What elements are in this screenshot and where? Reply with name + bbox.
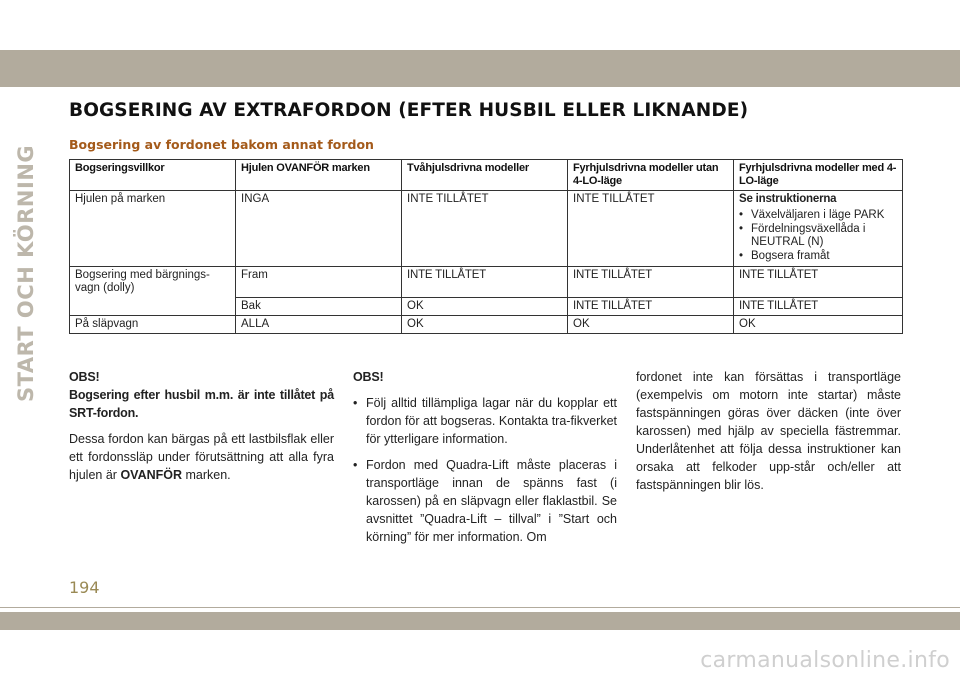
list-item: • Fordon med Quadra-Lift måste placeras i transportläge innan de spänns fast (i karossen) på en släpvagn eller flaklastbil. Se avsnittet ”Quadra-Lift – tillval” i ”Start och körning” för mer information. Om [353,456,617,546]
text-column-2 [353,368,617,554]
cell-condition: Bogsering med bärgnings-vagn (dolly) [70,267,236,298]
cell-two-wd: INTE TILLÅTET [402,191,568,267]
body-paragraph: fordonet inte kan försättas i transportläge (exempelvis om motorn inte startar) måste fastspänningen göras över däcken (inte över karossen) med hjälp av speciella fästremmar. Underlåtenhet att följa dessa instruktioner kan orsaka att felkoder upp-står och/eller att fastspänningen blir lös. [636,370,901,492]
cell-two-wd: OK [402,315,568,333]
cell-wheels: ALLA [236,315,402,333]
cell-four-wd-no-lo: INTE TILLÅTET [568,191,734,267]
list-item: • Växelväljaren i läge PARK [739,209,897,222]
cell-four-wd-lo: INTE TILLÅTET [734,297,903,315]
chapter-side-label: START OCH KÖRNING [14,144,38,402]
note-heading: OBS! [353,370,384,384]
header-wheels-off-ground: Hjulen OVANFÖR marken [236,160,402,191]
cell-wheels: Fram [236,267,402,298]
emphasis-text: OVANFÖR [120,468,183,482]
note-heading: OBS! [69,370,100,384]
footer-rule [0,607,960,608]
instructions-list [739,209,897,263]
cell-two-wd: INTE TILLÅTET [402,267,568,298]
cell-four-wd-lo: OK [734,315,903,333]
list-item: • Följ alltid tillämpliga lagar när du kopplar ett fordon för att bogseras. Kontakta tra-fikverket för ytterligare information. [353,394,617,448]
header-band [0,50,960,87]
note-srt-warning: Bogsering efter husbil m.m. är inte tillåtet på SRT-fordon. [69,388,334,420]
cell-wheels: INGA [236,191,402,267]
cell-two-wd: OK [402,297,568,315]
cell-four-wd-lo [734,191,903,267]
text-column-3 [636,368,901,502]
table-row [70,297,903,315]
cell-wheels: Bak [236,297,402,315]
body-paragraph [69,430,334,484]
watermark: carmanualsonline.info [700,648,950,673]
instructions-title: Se instruktionerna [739,193,837,205]
page-title: BOGSERING AV EXTRAFORDON (EFTER HUSBIL ELLER LIKNANDE) [69,100,749,121]
cell-four-wd-lo: INTE TILLÅTET [734,267,903,298]
section-title: Bogsering av fordonet bakom annat fordon [69,137,374,152]
towing-table [69,159,903,334]
table-row [70,267,903,298]
note-list [353,394,617,546]
list-item: • Bogsera framåt [739,250,897,263]
table-header-row [70,160,903,191]
header-two-wd: Tvåhjulsdrivna modeller [402,160,568,191]
header-four-wd-no-lo: Fyrhjulsdrivna modeller utan 4-LO-läge [568,160,734,191]
list-item: • Fördelningsväxellåda i NEUTRAL (N) [739,223,897,249]
cell-four-wd-no-lo: OK [568,315,734,333]
top-margin [0,0,960,50]
cell-condition: På släpvagn [70,315,236,333]
header-towing-condition: Bogseringsvillkor [70,160,236,191]
cell-four-wd-no-lo: INTE TILLÅTET [568,297,734,315]
paragraph-text-end: marken. [185,468,231,482]
text-column-1 [69,368,334,492]
cell-condition-continued [70,297,236,315]
table-row [70,191,903,267]
cell-condition: Hjulen på marken [70,191,236,267]
cell-four-wd-no-lo: INTE TILLÅTET [568,267,734,298]
paragraph-text: Dessa fordon kan bärgas på ett lastbilsflak eller ett fordonssläp under förutsättning att alla fyra hjulen är [69,432,334,482]
page-number: 194 [69,578,100,597]
footer-band [0,612,960,630]
header-four-wd-lo: Fyrhjulsdrivna modeller med 4-LO-läge [734,160,903,191]
table-row [70,315,903,333]
